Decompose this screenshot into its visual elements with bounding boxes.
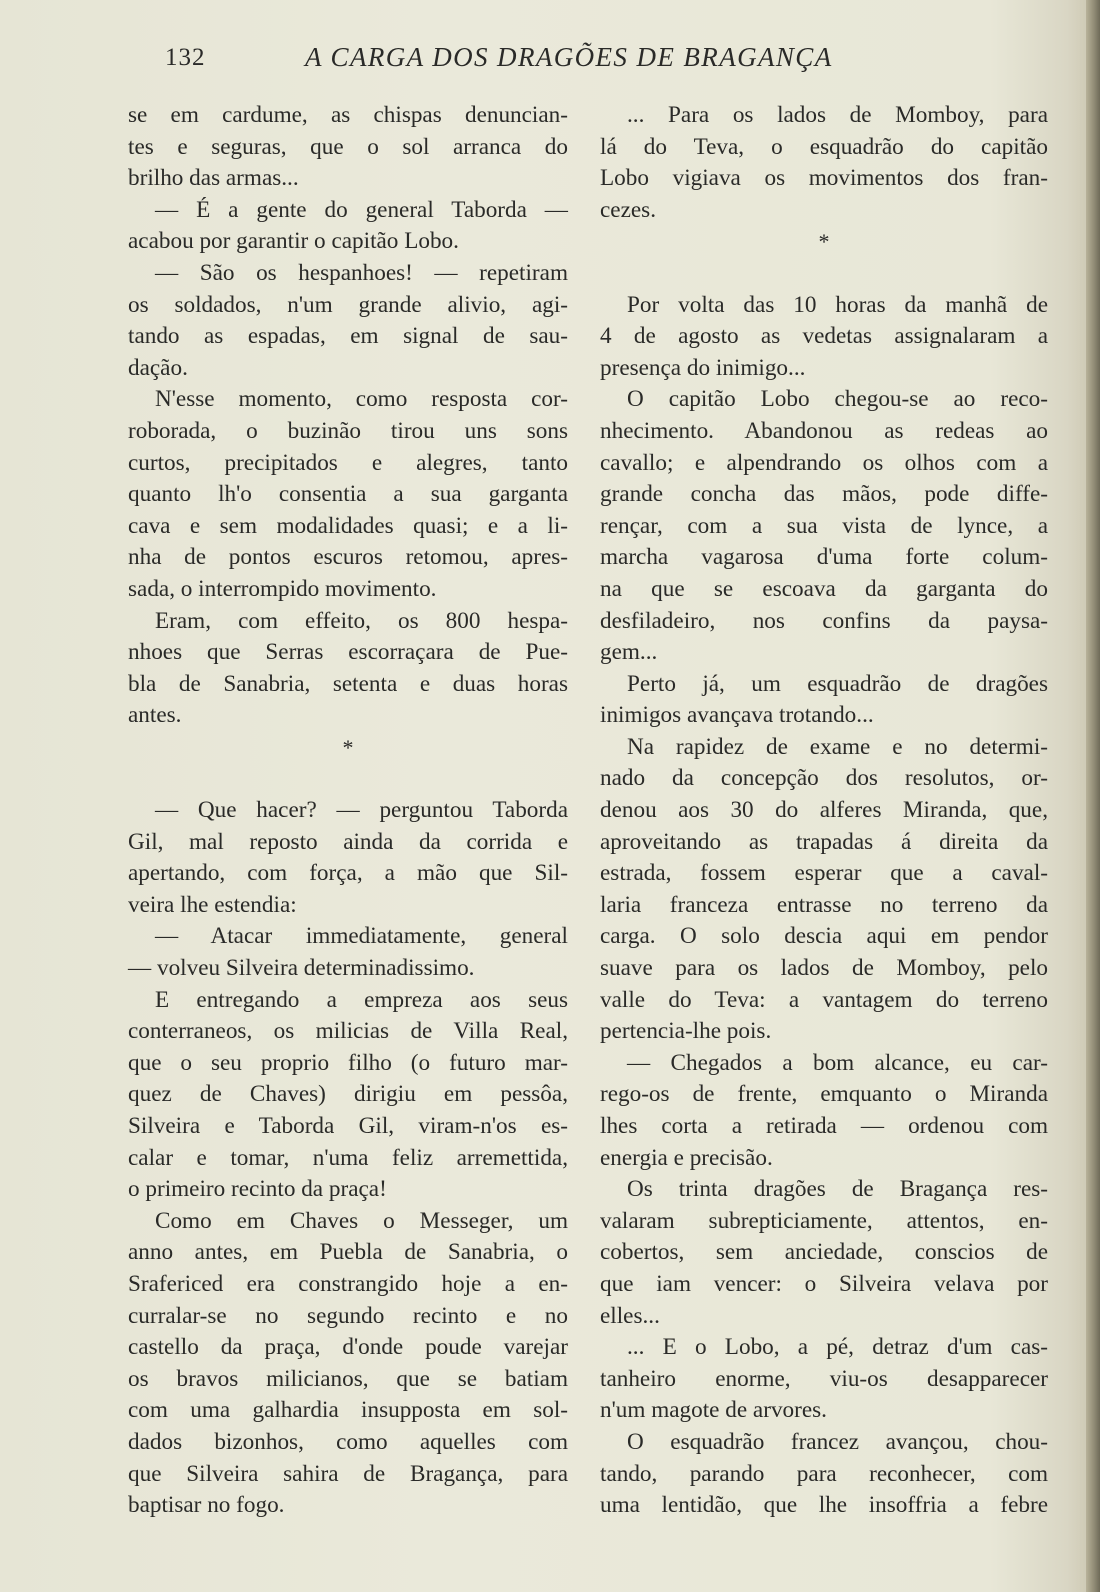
text-line: Eram, com effeito, os 800 hespa-: [155, 607, 568, 634]
text-line: que Silveira sahira de Bragança, para: [128, 1460, 568, 1487]
text-line: valaram subrepticiamente, attentos, en-: [600, 1207, 1048, 1234]
right-text-column: [600, 100, 1048, 1522]
text-line: ... Para os lados de Momboy, para: [627, 102, 1048, 128]
text-line: valle do Teva: a vantagem do terreno: [600, 986, 1048, 1013]
text-line: tando as espadas, em signal de sau-: [128, 323, 568, 350]
text-line: estrada, fossem esperar que a caval-: [600, 860, 1048, 887]
text-line: Por volta das 10 horas da manhã de: [627, 291, 1048, 318]
text-line: anno antes, em Puebla de Sanabria, o: [128, 1239, 568, 1266]
text-line: castello da praça, d'onde poude varejar: [128, 1334, 568, 1361]
text-line: E entregando a empreza aos seus: [155, 986, 568, 1013]
text-line: cobertos, sem anciedade, conscios de: [600, 1239, 1048, 1266]
text-line: nado da concepção dos resolutos, or-: [600, 765, 1048, 792]
blank-line: [600, 258, 1048, 290]
text-line: Perto já, um esquadrão de dragões: [627, 670, 1048, 697]
text-line: 4 de agosto as vedetas assignalaram a: [600, 323, 1048, 350]
text-line: energia e precisão.: [600, 1144, 773, 1171]
text-line: rego-os de frente, emquanto o Miranda: [600, 1081, 1048, 1108]
text-line: Como em Chaves o Messeger, um: [155, 1207, 568, 1234]
text-line: desfiladeiro, nos confins da paysa-: [600, 607, 1048, 634]
text-line: tanheiro enorme, viu-os desapparecer: [600, 1365, 1048, 1392]
text-line: quanto lh'o consentia a sua garganta: [128, 481, 568, 508]
text-line: cava e sem modalidades quasi; e a li-: [128, 512, 568, 539]
text-line: Srafericed era constrangido hoje a en-: [128, 1270, 568, 1297]
text-line: apertando, com força, a mão que Sil-: [128, 860, 568, 887]
page-edge: [1086, 0, 1100, 1592]
text-line: acabou por garantir o capitão Lobo.: [128, 228, 459, 255]
text-line: dação.: [128, 354, 188, 381]
text-line: nha de pontos escuros retomou, apres-: [128, 544, 568, 571]
text-line: grande concha das mãos, pode diffe-: [600, 481, 1048, 508]
text-line: — Atacar immediatamente, general: [155, 923, 568, 950]
text-line: na que se escoava da garganta do: [600, 575, 1048, 602]
text-line: nhecimento. Abandonou as redeas ao: [600, 417, 1048, 444]
text-line: O capitão Lobo chegou-se ao reco-: [627, 386, 1048, 413]
text-line: antes.: [128, 702, 182, 729]
text-line: N'esse momento, como resposta cor-: [155, 386, 568, 413]
page-header: [0, 42, 1100, 82]
text-line: presença do inimigo...: [600, 354, 806, 381]
text-line: laria franceza entrasse no terreno da: [600, 891, 1048, 918]
text-line: Silveira e Taborda Gil, viram-n'os es-: [128, 1113, 568, 1139]
text-line: Gil, mal reposto ainda da corrida e: [128, 828, 568, 855]
text-line: quez de Chaves) dirigiu em pessôa,: [128, 1081, 568, 1108]
text-line: denou aos 30 do alferes Miranda, que,: [600, 797, 1048, 824]
text-line: que o seu proprio filho (o futuro mar-: [128, 1049, 568, 1076]
text-line: Os trinta dragões de Bragança res-: [627, 1176, 1048, 1203]
text-line: carga. O solo descia aqui em pendor: [600, 923, 1048, 950]
text-line: os soldados, n'um grande alivio, agi-: [128, 291, 568, 318]
text-line: inimigos avançava trotando...: [600, 702, 874, 729]
text-line: pertencia-lhe pois.: [600, 1018, 772, 1045]
text-line: tes e seguras, que o sol arranca do: [128, 133, 568, 160]
text-line: lá do Teva, o esquadrão do capitão: [600, 133, 1048, 160]
text-line: marcha vagarosa d'uma forte colum-: [600, 544, 1048, 571]
text-line: com uma galhardia insupposta em sol-: [128, 1397, 568, 1424]
text-line: rençar, com a sua vista de lynce, a: [600, 512, 1048, 539]
text-line: aproveitando as trapadas á direita da: [600, 828, 1048, 855]
text-line: calar e tomar, n'uma feliz arremettida,: [128, 1144, 568, 1171]
text-line: — volveu Silveira determinadissimo.: [128, 955, 475, 982]
text-line: suave para os lados de Momboy, pelo: [600, 955, 1048, 982]
text-line: — É a gente do general Taborda —: [155, 196, 568, 223]
text-line: uma lentidão, que lhe insoffria a febre: [600, 1492, 1048, 1519]
text-line: nhoes que Serras escorraçara de Pue-: [128, 639, 568, 666]
text-line: O esquadrão francez avançou, chou-: [627, 1428, 1048, 1455]
text-line: conterraneos, os milicias de Villa Real,: [128, 1018, 568, 1045]
text-line: n'um magote de arvores.: [600, 1397, 827, 1424]
text-line: brilho das armas...: [128, 165, 299, 192]
text-line: — Chegados a bom alcance, eu car-: [627, 1049, 1048, 1076]
page-number: 132: [165, 44, 206, 71]
text-line: ... E o Lobo, a pé, detraz d'um cas-: [627, 1334, 1048, 1361]
blank-line: [128, 763, 568, 795]
text-line: — Que hacer? — perguntou Taborda: [155, 797, 568, 824]
text-line: curralar-se no segundo recinto e no: [128, 1302, 568, 1329]
text-line: curtos, precipitados e alegres, tanto: [128, 449, 568, 476]
text-line: Lobo vigiava os movimentos dos fran-: [600, 165, 1048, 192]
text-line: se em cardume, as chispas denuncian-: [128, 102, 568, 128]
text-line: lhes corta a retirada — ordenou com: [600, 1113, 1048, 1139]
text-line: bla de Sanabria, setenta e duas horas: [128, 670, 568, 697]
text-line: elles...: [600, 1302, 660, 1329]
text-line: cezes.: [600, 196, 656, 223]
text-line: veira lhe estendia:: [128, 891, 297, 918]
text-line: o primeiro recinto da praça!: [128, 1176, 387, 1203]
text-line: sada, o interrompido movimento.: [128, 575, 437, 602]
text-line: cavallo; e alpendrando os olhos com a: [600, 449, 1048, 476]
text-line: baptisar no fogo.: [128, 1492, 285, 1519]
text-line: que iam vencer: o Silveira velava por: [600, 1270, 1048, 1297]
left-text-column: [128, 100, 568, 1522]
text-line: — São os hespanhoes! — repetiram: [155, 259, 568, 286]
section-separator: *: [342, 734, 354, 760]
text-line: Na rapidez de exame e no determi-: [627, 733, 1048, 760]
text-line: roborada, o buzinão tirou uns sons: [128, 417, 568, 444]
text-line: os bravos milicianos, que se batiam: [128, 1365, 568, 1392]
text-line: gem...: [600, 639, 658, 666]
text-line: tando, parando para reconhecer, com: [600, 1460, 1048, 1487]
section-separator: *: [818, 229, 830, 255]
running-title: A CARGA DOS DRAGÕES DE BRAGANÇA: [305, 42, 833, 72]
text-line: dados bizonhos, como aquelles com: [128, 1428, 568, 1455]
